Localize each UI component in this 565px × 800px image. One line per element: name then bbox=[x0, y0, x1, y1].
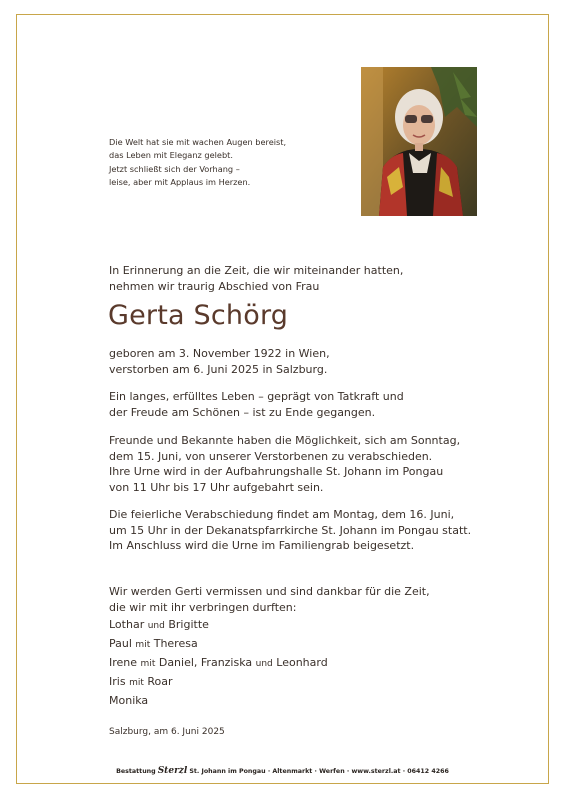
poem-line: Jetzt schließt sich der Vorhang – bbox=[109, 163, 240, 174]
family-row bbox=[109, 654, 328, 673]
family-name: Lothar bbox=[109, 618, 145, 631]
family-row bbox=[109, 673, 328, 692]
family-list bbox=[109, 616, 328, 709]
poem bbox=[109, 136, 339, 189]
viewing-line: von 11 Uhr bis 17 Uhr aufgebahrt sein. bbox=[109, 480, 324, 494]
family-name: Monika bbox=[109, 694, 149, 707]
life-line: Ein langes, erfülltes Leben – geprägt von Tatkraft und bbox=[109, 390, 404, 403]
viewing-text bbox=[109, 433, 460, 495]
intro-line: nehmen wir traurig Abschied von Frau bbox=[109, 280, 320, 293]
missing-text bbox=[109, 584, 430, 615]
dates-text bbox=[109, 346, 330, 377]
family-joiner: und bbox=[147, 621, 165, 631]
dates-line: geboren am 3. November 1922 in Wien, bbox=[109, 347, 330, 360]
family-row bbox=[109, 635, 328, 654]
family-name: Daniel, Franziska bbox=[158, 656, 253, 669]
portrait-photo bbox=[361, 67, 477, 216]
farewell-line: um 15 Uhr in der Dekanatspfarrkirche St. Johann im Pongau statt. bbox=[109, 523, 472, 537]
family-joiner: und bbox=[255, 659, 273, 669]
family-name: Paul bbox=[109, 637, 132, 650]
family-name: Iris bbox=[109, 675, 126, 688]
family-name: Irene bbox=[109, 656, 138, 669]
place-date: Salzburg, am 6. Juni 2025 bbox=[109, 727, 225, 737]
family-joiner: mit bbox=[129, 678, 144, 688]
footer-brand-logo: Sterzl bbox=[157, 766, 188, 776]
family-name: Brigitte bbox=[168, 618, 209, 631]
footer-contact: St. Johann im Pongau · Altenmarkt · Werfen · www.sterzl.at · 06412 4266 bbox=[189, 768, 449, 775]
poem-line: leise, aber mit Applaus im Herzen. bbox=[109, 176, 251, 187]
missing-line: Wir werden Gerti vermissen und sind dankbar für die Zeit, bbox=[109, 585, 430, 598]
viewing-line: Freunde und Bekannte haben die Möglichkeit, sich am Sonntag, bbox=[109, 434, 461, 447]
farewell-text bbox=[109, 507, 471, 554]
intro-line: In Erinnerung an die Zeit, die wir miteinander hatten, bbox=[109, 264, 404, 277]
family-joiner: mit bbox=[140, 659, 156, 669]
family-name: Roar bbox=[147, 675, 173, 688]
farewell-line: Die feierliche Verabschiedung findet am Montag, dem 16. Juni, bbox=[109, 508, 455, 521]
deceased-name: Gerta Schörg bbox=[108, 300, 289, 331]
dates-line: verstorben am 6. Juni 2025 in Salzburg. bbox=[109, 362, 328, 376]
family-row bbox=[109, 692, 328, 709]
family-name: Theresa bbox=[153, 637, 198, 650]
footer-prefix: Bestattung bbox=[116, 768, 156, 775]
viewing-line: Ihre Urne wird in der Aufbahrungshalle St. Johann im Pongau bbox=[109, 465, 444, 478]
farewell-line: Im Anschluss wird die Urne im Familiengrab beigesetzt. bbox=[109, 539, 415, 552]
family-name: Leonhard bbox=[276, 656, 328, 669]
family-row bbox=[109, 616, 328, 635]
poem-line: Die Welt hat sie mit wachen Augen bereist, bbox=[109, 137, 287, 147]
poem-line: das Leben mit Eleganz gelebt. bbox=[109, 150, 233, 161]
family-joiner: mit bbox=[135, 640, 151, 650]
footer bbox=[0, 766, 565, 776]
missing-line: die wir mit ihr verbringen durften: bbox=[109, 600, 297, 614]
viewing-line: dem 15. Juni, von unserer Verstorbenen zu verabschieden. bbox=[109, 449, 433, 463]
intro-text bbox=[109, 263, 403, 295]
life-line: der Freude am Schönen – ist zu Ende gegangen. bbox=[109, 405, 376, 419]
life-text bbox=[109, 389, 404, 420]
